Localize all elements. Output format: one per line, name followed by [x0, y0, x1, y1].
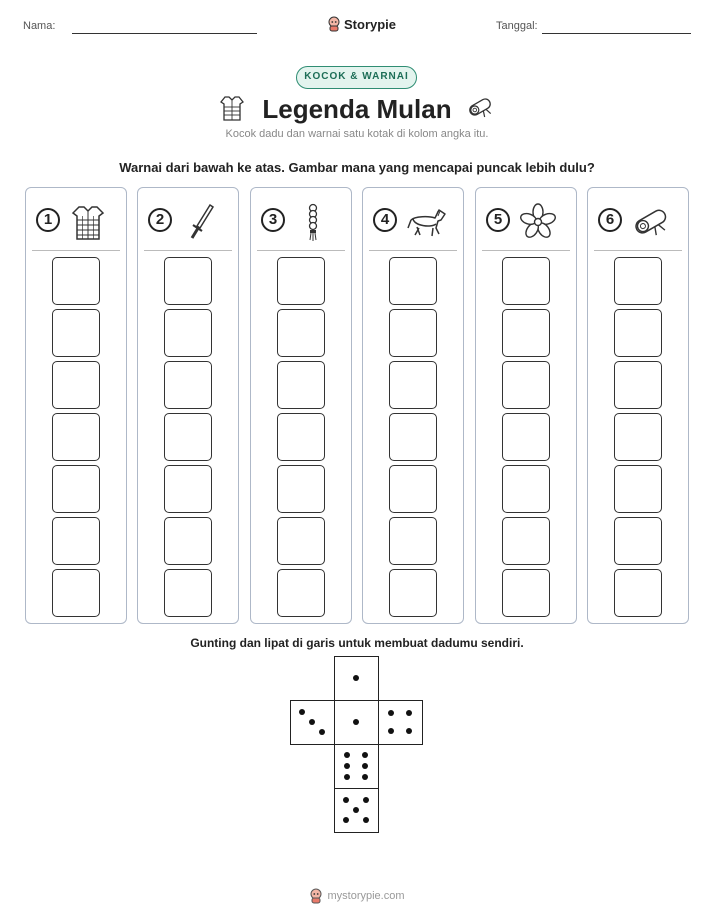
color-box[interactable]	[502, 257, 550, 305]
color-box[interactable]	[164, 309, 212, 357]
color-box[interactable]	[277, 309, 325, 357]
brand-name: Storypie	[344, 16, 397, 32]
dice-pip	[362, 752, 368, 758]
color-box[interactable]	[277, 517, 325, 565]
color-box[interactable]	[277, 361, 325, 409]
column-header	[373, 202, 455, 242]
dice-pip	[353, 807, 359, 813]
worksheet-header	[0, 16, 714, 40]
dice-face-1	[334, 656, 379, 701]
color-box[interactable]	[502, 361, 550, 409]
date-line	[542, 33, 691, 34]
color-box[interactable]	[502, 465, 550, 513]
color-box[interactable]	[164, 413, 212, 461]
column-header	[148, 202, 230, 242]
column-divider	[257, 250, 345, 251]
dice-pip	[363, 817, 369, 823]
color-box[interactable]	[614, 413, 662, 461]
column-5	[475, 187, 577, 624]
scroll-icon	[465, 94, 495, 120]
color-box[interactable]	[614, 257, 662, 305]
column-4	[362, 187, 464, 624]
dice-pip	[363, 797, 369, 803]
dice-net	[290, 656, 424, 834]
column-number: 6	[598, 208, 622, 232]
dice-face-6	[334, 744, 379, 789]
dice-face-3	[290, 700, 335, 745]
color-box[interactable]	[52, 413, 100, 461]
column-divider	[594, 250, 682, 251]
color-box[interactable]	[389, 309, 437, 357]
column-1	[25, 187, 127, 624]
color-box[interactable]	[52, 361, 100, 409]
color-box[interactable]	[502, 413, 550, 461]
color-box[interactable]	[164, 257, 212, 305]
column-header	[36, 202, 118, 242]
color-box[interactable]	[389, 517, 437, 565]
dice-pip	[406, 710, 412, 716]
color-box[interactable]	[502, 569, 550, 617]
color-box[interactable]	[389, 413, 437, 461]
braid-icon	[293, 202, 333, 242]
dice-pip	[388, 728, 394, 734]
color-box[interactable]	[277, 413, 325, 461]
dice-pip	[343, 797, 349, 803]
dice-face-4	[378, 700, 423, 745]
color-box[interactable]	[52, 257, 100, 305]
armor-icon	[68, 202, 108, 242]
dice-columns	[25, 187, 689, 624]
storypie-mascot-icon	[309, 888, 323, 904]
column-divider	[32, 250, 120, 251]
dice-pip	[353, 675, 359, 681]
color-box[interactable]	[164, 465, 212, 513]
color-box[interactable]	[502, 309, 550, 357]
color-box[interactable]	[389, 361, 437, 409]
column-number: 2	[148, 208, 172, 232]
dice-pip	[362, 763, 368, 769]
horse-icon	[405, 202, 449, 242]
name-label: Nama:	[23, 20, 56, 32]
column-number: 3	[261, 208, 285, 232]
dice-face-1	[334, 700, 379, 745]
column-3	[250, 187, 352, 624]
page-title: Legenda Mulan	[262, 94, 452, 124]
scroll-icon	[630, 202, 672, 242]
color-box[interactable]	[52, 569, 100, 617]
color-box[interactable]	[389, 569, 437, 617]
color-box[interactable]	[164, 569, 212, 617]
color-box[interactable]	[614, 517, 662, 565]
dice-pip	[388, 710, 394, 716]
cut-instruction: Gunting dan lipat di garis untuk membuat dadumu sendiri.	[190, 636, 524, 650]
color-box[interactable]	[52, 465, 100, 513]
dice-pip	[319, 729, 325, 735]
date-label: Tanggal:	[496, 20, 538, 32]
color-box[interactable]	[52, 309, 100, 357]
dice-pip	[353, 719, 359, 725]
dice-pip	[344, 774, 350, 780]
color-box[interactable]	[389, 257, 437, 305]
column-divider	[144, 250, 232, 251]
title-row	[0, 92, 714, 126]
footer	[0, 887, 714, 905]
color-box[interactable]	[389, 465, 437, 513]
column-header	[486, 202, 568, 242]
color-box[interactable]	[164, 361, 212, 409]
dice-face-5	[334, 788, 379, 833]
dice-pip	[343, 817, 349, 823]
dice-pip	[299, 709, 305, 715]
column-header	[598, 202, 680, 242]
dice-pip	[344, 752, 350, 758]
column-number: 4	[373, 208, 397, 232]
color-box[interactable]	[614, 309, 662, 357]
color-box[interactable]	[614, 361, 662, 409]
column-divider	[369, 250, 457, 251]
column-header	[261, 202, 343, 242]
sword-icon	[180, 202, 220, 242]
color-box[interactable]	[164, 517, 212, 565]
subtitle: Kocok dadu dan warnai satu kotak di kolom angka itu.	[225, 128, 489, 140]
color-box[interactable]	[614, 465, 662, 513]
brand-logo	[327, 16, 396, 32]
footer-url: mystorypie.com	[327, 890, 405, 902]
column-6	[587, 187, 689, 624]
color-box[interactable]	[502, 517, 550, 565]
color-box[interactable]	[614, 569, 662, 617]
flower-icon	[518, 202, 558, 242]
color-box[interactable]	[277, 465, 325, 513]
activity-badge: KOCOK & WARNAI	[296, 66, 417, 89]
color-box[interactable]	[52, 517, 100, 565]
color-box[interactable]	[277, 257, 325, 305]
dice-pip	[309, 719, 315, 725]
column-number: 5	[486, 208, 510, 232]
column-2	[137, 187, 239, 624]
dice-pip	[344, 763, 350, 769]
name-line	[72, 33, 257, 34]
column-divider	[482, 250, 570, 251]
dice-pip	[406, 728, 412, 734]
dice-pip	[362, 774, 368, 780]
column-number: 1	[36, 208, 60, 232]
instruction-text: Warnai dari bawah ke atas. Gambar mana yang mencapai puncak lebih dulu?	[119, 160, 595, 175]
color-box[interactable]	[277, 569, 325, 617]
storypie-mascot-icon	[327, 16, 341, 32]
